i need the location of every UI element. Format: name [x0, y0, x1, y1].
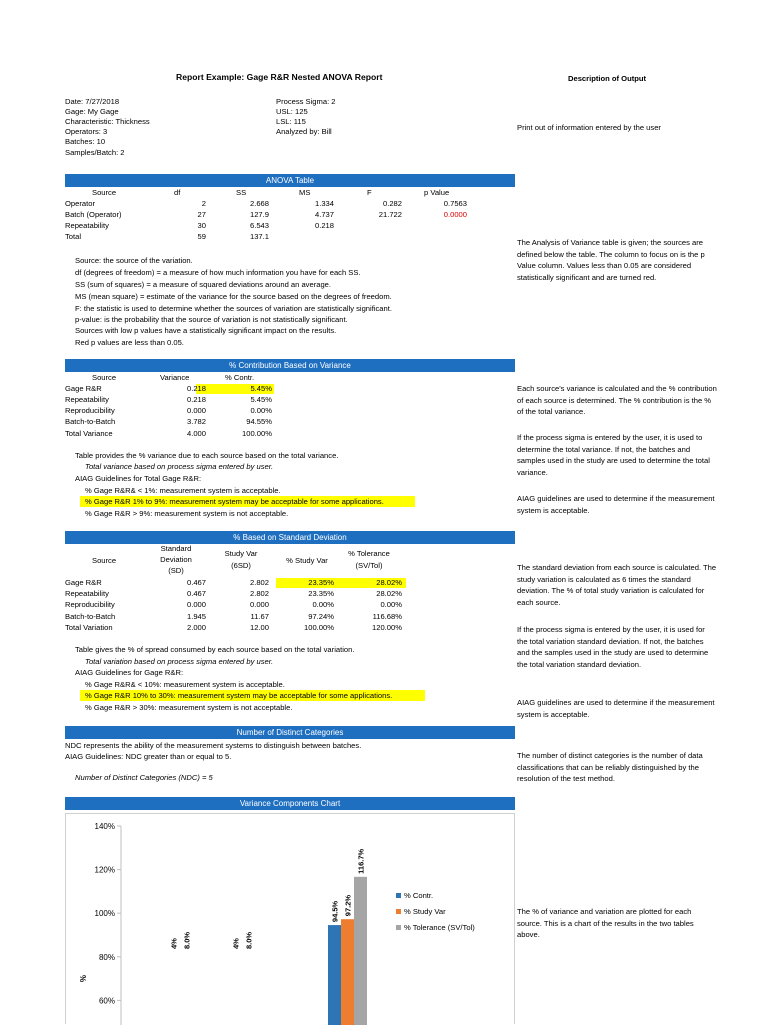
y-axis-label: % — [79, 975, 88, 983]
sd-row-source: Repeatability — [65, 589, 109, 598]
anova-col-source: Source — [92, 188, 117, 197]
sd-row-psv: 23.35% — [308, 589, 334, 598]
anova-col-ss: SS — [236, 188, 247, 197]
sd-row-sv: 0.000 — [249, 600, 269, 609]
anova-note: Sources with low p values have a statistically significant impact on the results. — [75, 326, 337, 335]
y-tick-label: 60% — [98, 996, 115, 1006]
anova-header: ANOVA Table — [65, 174, 515, 187]
bar-0-2 — [328, 925, 341, 1025]
variance-components-chart — [66, 814, 514, 1025]
sd-note: AIAG Guidelines for Gage R&R: — [75, 668, 184, 677]
anova-row-p-significant: 0.0000 — [443, 210, 467, 219]
bar-1-2 — [341, 919, 354, 1025]
anova-row-source: Repeatability — [65, 221, 109, 230]
contr-row-source: Total Variance — [65, 429, 113, 438]
contr-row-percent: 5.45% — [250, 395, 272, 404]
anova-note: Red p values are less than 0.05. — [75, 338, 184, 347]
data-label: 4% — [169, 938, 179, 949]
contr-row-source: Repeatability — [65, 395, 109, 404]
desc-chart: The % of variance and variation are plotted for each source. This is a chart of the results in the two tables above. — [517, 907, 694, 939]
anova-col-p: p Value — [424, 188, 450, 197]
sd-row-sd: 2.000 — [186, 623, 206, 632]
contr-row-variance: 0.218 — [186, 395, 206, 404]
anova-note: p-value: is the probability that the source of variation is not statistically significant. — [75, 315, 348, 324]
sd-row-sv: 2.802 — [249, 589, 269, 598]
data-label: 8.0% — [244, 931, 254, 949]
desc-contr-1: Each source's variance is calculated and the % contribution of each source is determined. The % contribution is the % of the total variance. — [517, 384, 717, 416]
sd-col-sv: (6SD) — [231, 561, 251, 570]
sd-row-sd: 0.467 — [186, 578, 206, 587]
sd-row-tol: 28.02% — [376, 578, 402, 587]
legend-label: % Contr. — [404, 891, 434, 900]
anova-col-df: df — [174, 188, 181, 197]
sd-row-tol: 120.00% — [372, 623, 402, 632]
contr-col-contr: % Contr. — [225, 373, 255, 382]
desc-ndc: The number of distinct categories is the number of data classifications that can be reliably distinguished by the resolution of the test method. — [517, 751, 703, 783]
sd-col-psv: % Study Var — [286, 556, 328, 565]
chart-header: Variance Components Chart — [65, 797, 515, 810]
sd-row-sd: 1.945 — [186, 612, 206, 621]
info-characteristic: Characteristic: Thickness — [65, 117, 150, 126]
anova-row-ms: 0.218 — [314, 221, 334, 230]
sd-row-source: Reproducibility — [65, 600, 115, 609]
desc-contr-2: If the process sigma is entered by the user, it is used to determine the total variance. If not, the batches and samples used in the study are used to determine the total variance. — [517, 433, 710, 477]
contr-row-variance: 4.000 — [186, 429, 206, 438]
anova-row-ms: 1.334 — [314, 199, 334, 208]
contr-note: Total variance based on process sigma entered by user. — [85, 462, 274, 471]
anova-row-source: Operator — [65, 199, 95, 208]
page-title: Report Example: Gage R&R Nested ANOVA Report — [176, 72, 383, 82]
sd-col-tol: (SV/Tol) — [355, 561, 383, 570]
sd-row-sd: 0.467 — [186, 589, 206, 598]
contr-note: AIAG Guidelines for Total Gage R&R: — [75, 474, 202, 483]
contr-col-source: Source — [92, 373, 117, 382]
sd-note: % Gage R&R& < 10%: measurement system is acceptable. — [85, 680, 285, 689]
anova-row-ms: 4.737 — [314, 210, 334, 219]
contr-row-source: Gage R&R — [65, 384, 102, 393]
contr-row-percent: 100.00% — [242, 429, 272, 438]
ndc-note: NDC represents the ability of the measurement systems to distinguish between batches. — [65, 741, 362, 750]
sd-row-sv: 2.802 — [249, 578, 269, 587]
contr-row-source: Reproducibility — [65, 406, 115, 415]
info-process-sigma: Process Sigma: 2 — [276, 97, 336, 106]
info-samples: Samples/Batch: 2 — [65, 148, 125, 157]
anova-row-source: Batch (Operator) — [65, 210, 122, 219]
sd-note: Total variation based on process sigma entered by user. — [85, 657, 274, 666]
sd-row-sv: 11.67 — [250, 612, 269, 621]
sd-note: % Gage R&R 10% to 30%: measurement system may be acceptable for some applications. — [85, 691, 393, 700]
contr-note: Table provides the % variance due to each source based on the total variance. — [75, 451, 339, 460]
info-lsl: LSL: 115 — [276, 117, 306, 126]
anova-row-ss: 2.668 — [249, 199, 269, 208]
sd-note: Table gives the % of spread consumed by each source based on the total variation. — [75, 645, 355, 654]
anova-row-df: 30 — [197, 221, 206, 230]
sd-col-sd: (SD) — [168, 566, 184, 575]
anova-note: df (degrees of freedom) = a measure of how much information you have for each SS. — [75, 268, 361, 277]
sd-col-sd: Deviation — [160, 555, 192, 564]
anova-row-ss: 127.9 — [249, 210, 269, 219]
contribution-header: % Contribution Based on Variance — [65, 359, 515, 372]
desc-info: Print out of information entered by the user — [517, 123, 661, 132]
description-heading: Description of Output — [568, 74, 647, 83]
sd-row-sd: 0.000 — [186, 600, 206, 609]
contr-note: % Gage R&R 1% to 9%: measurement system may be acceptable for some applications. — [85, 497, 384, 506]
y-tick-label: 100% — [94, 909, 115, 919]
info-analyzed-by: Analyzed by: Bill — [276, 127, 332, 136]
info-operators: Operators: 3 — [65, 127, 108, 136]
chart-frame — [65, 813, 515, 1024]
y-tick-label: 80% — [98, 952, 115, 962]
sd-row-psv: 100.00% — [304, 623, 334, 632]
anova-note: MS (mean square) = estimate of the variance for the source based on the degrees of freedom. — [75, 292, 392, 301]
sd-row-psv: 23.35% — [308, 578, 334, 587]
legend-label: % Tolerance (SV/Tol) — [404, 923, 475, 932]
info-usl: USL: 125 — [276, 107, 308, 116]
sd-row-psv: 97.24% — [308, 612, 334, 621]
contr-row-source: Batch-to-Batch — [65, 417, 116, 426]
stddev-header: % Based on Standard Deviation — [65, 531, 515, 544]
data-label: 4% — [231, 938, 241, 949]
data-label: 94.5% — [330, 900, 340, 923]
sd-row-source: Gage R&R — [65, 578, 102, 587]
sd-row-tol: 0.00% — [380, 600, 402, 609]
contr-col-variance: Variance — [160, 373, 190, 382]
sd-col-sv: Study Var — [224, 549, 258, 558]
info-batches: Batches: 10 — [65, 137, 106, 146]
contr-row-percent: 0.00% — [250, 406, 272, 415]
anova-row-df: 2 — [201, 199, 206, 208]
contr-row-variance: 0.218 — [186, 384, 206, 393]
ndc-header: Number of Distinct Categories — [65, 726, 515, 739]
contr-note: % Gage R&R > 9%: measurement system is not acceptable. — [85, 509, 289, 518]
contr-row-percent: 94.55% — [246, 417, 272, 426]
desc-sd-3: AIAG guidelines are used to determine if the measurement system is acceptable. — [517, 698, 715, 719]
anova-row-ss: 137.1 — [249, 232, 269, 241]
bar-2-2 — [354, 877, 367, 1025]
sd-col-source: Source — [92, 556, 117, 565]
legend-swatch — [396, 909, 401, 914]
legend-swatch — [396, 893, 401, 898]
desc-sd-1: The standard deviation from each source is calculated. The study variation is calculated as 6 times the standard deviation. The % of total study variation is calculated for each source. — [517, 563, 717, 607]
data-label: 116.7% — [356, 848, 366, 874]
anova-row-df: 27 — [197, 210, 206, 219]
contr-note: % Gage R&R& < 1%: measurement system is acceptable. — [85, 486, 281, 495]
legend-swatch — [396, 925, 401, 930]
sd-row-source: Total Variation — [65, 623, 113, 632]
sd-row-tol: 116.68% — [372, 612, 402, 621]
data-label: 8.0% — [182, 931, 192, 949]
y-tick-label: 140% — [94, 822, 115, 831]
ndc-result: Number of Distinct Categories (NDC) = 5 — [75, 773, 213, 782]
anova-note: Source: the source of the variation. — [75, 256, 193, 265]
y-tick-label: 120% — [94, 865, 115, 875]
data-label: 97.2% — [343, 894, 353, 917]
anova-row-df: 59 — [197, 232, 206, 241]
info-date: Date: 7/27/2018 — [65, 97, 120, 106]
sd-col-tol: % Tolerance — [348, 549, 390, 558]
sd-row-source: Batch-to-Batch — [65, 612, 116, 621]
anova-row-source: Total — [65, 232, 82, 241]
info-gage: Gage: My Gage — [65, 107, 119, 116]
sd-note: % Gage R&R > 30%: measurement system is not acceptable. — [85, 703, 293, 712]
desc-sd-2: If the process sigma is entered by the user, it is used for the total variation standard deviation. If not, the batches and the samples used in the study are used to determine the total variation standard deviation. — [517, 625, 709, 669]
anova-row-f: 21.722 — [378, 210, 402, 219]
sd-row-psv: 0.00% — [312, 600, 334, 609]
desc-anova: The Analysis of Variance table is given; the sources are defined below the table. The column to focus on is the p Value column. Values less than 0.05 are considered statistically significant and are turned red. — [517, 238, 705, 282]
sd-row-tol: 28.02% — [376, 589, 402, 598]
anova-row-p: 0.7563 — [443, 199, 467, 208]
anova-col-ms: MS — [299, 188, 311, 197]
contr-row-variance: 0.000 — [186, 406, 206, 415]
contr-row-percent: 5.45% — [250, 384, 272, 393]
desc-contr-3: AIAG guidelines are used to determine if the measurement system is acceptable. — [517, 494, 715, 515]
sd-row-sv: 12.00 — [249, 623, 269, 632]
anova-row-f: 0.282 — [382, 199, 402, 208]
ndc-note: AIAG Guidelines: NDC greater than or equal to 5. — [65, 752, 232, 761]
anova-col-f: F — [367, 188, 372, 197]
anova-note: SS (sum of squares) = a measure of squared deviations around an average. — [75, 280, 332, 289]
anova-note: F: the statistic is used to determine whether the sources of variation are statistically significant. — [75, 304, 392, 313]
legend-label: % Study Var — [404, 907, 446, 916]
anova-row-ss: 6.543 — [249, 221, 269, 230]
contr-row-variance: 3.782 — [186, 417, 206, 426]
sd-col-sd: Standard — [160, 544, 192, 553]
